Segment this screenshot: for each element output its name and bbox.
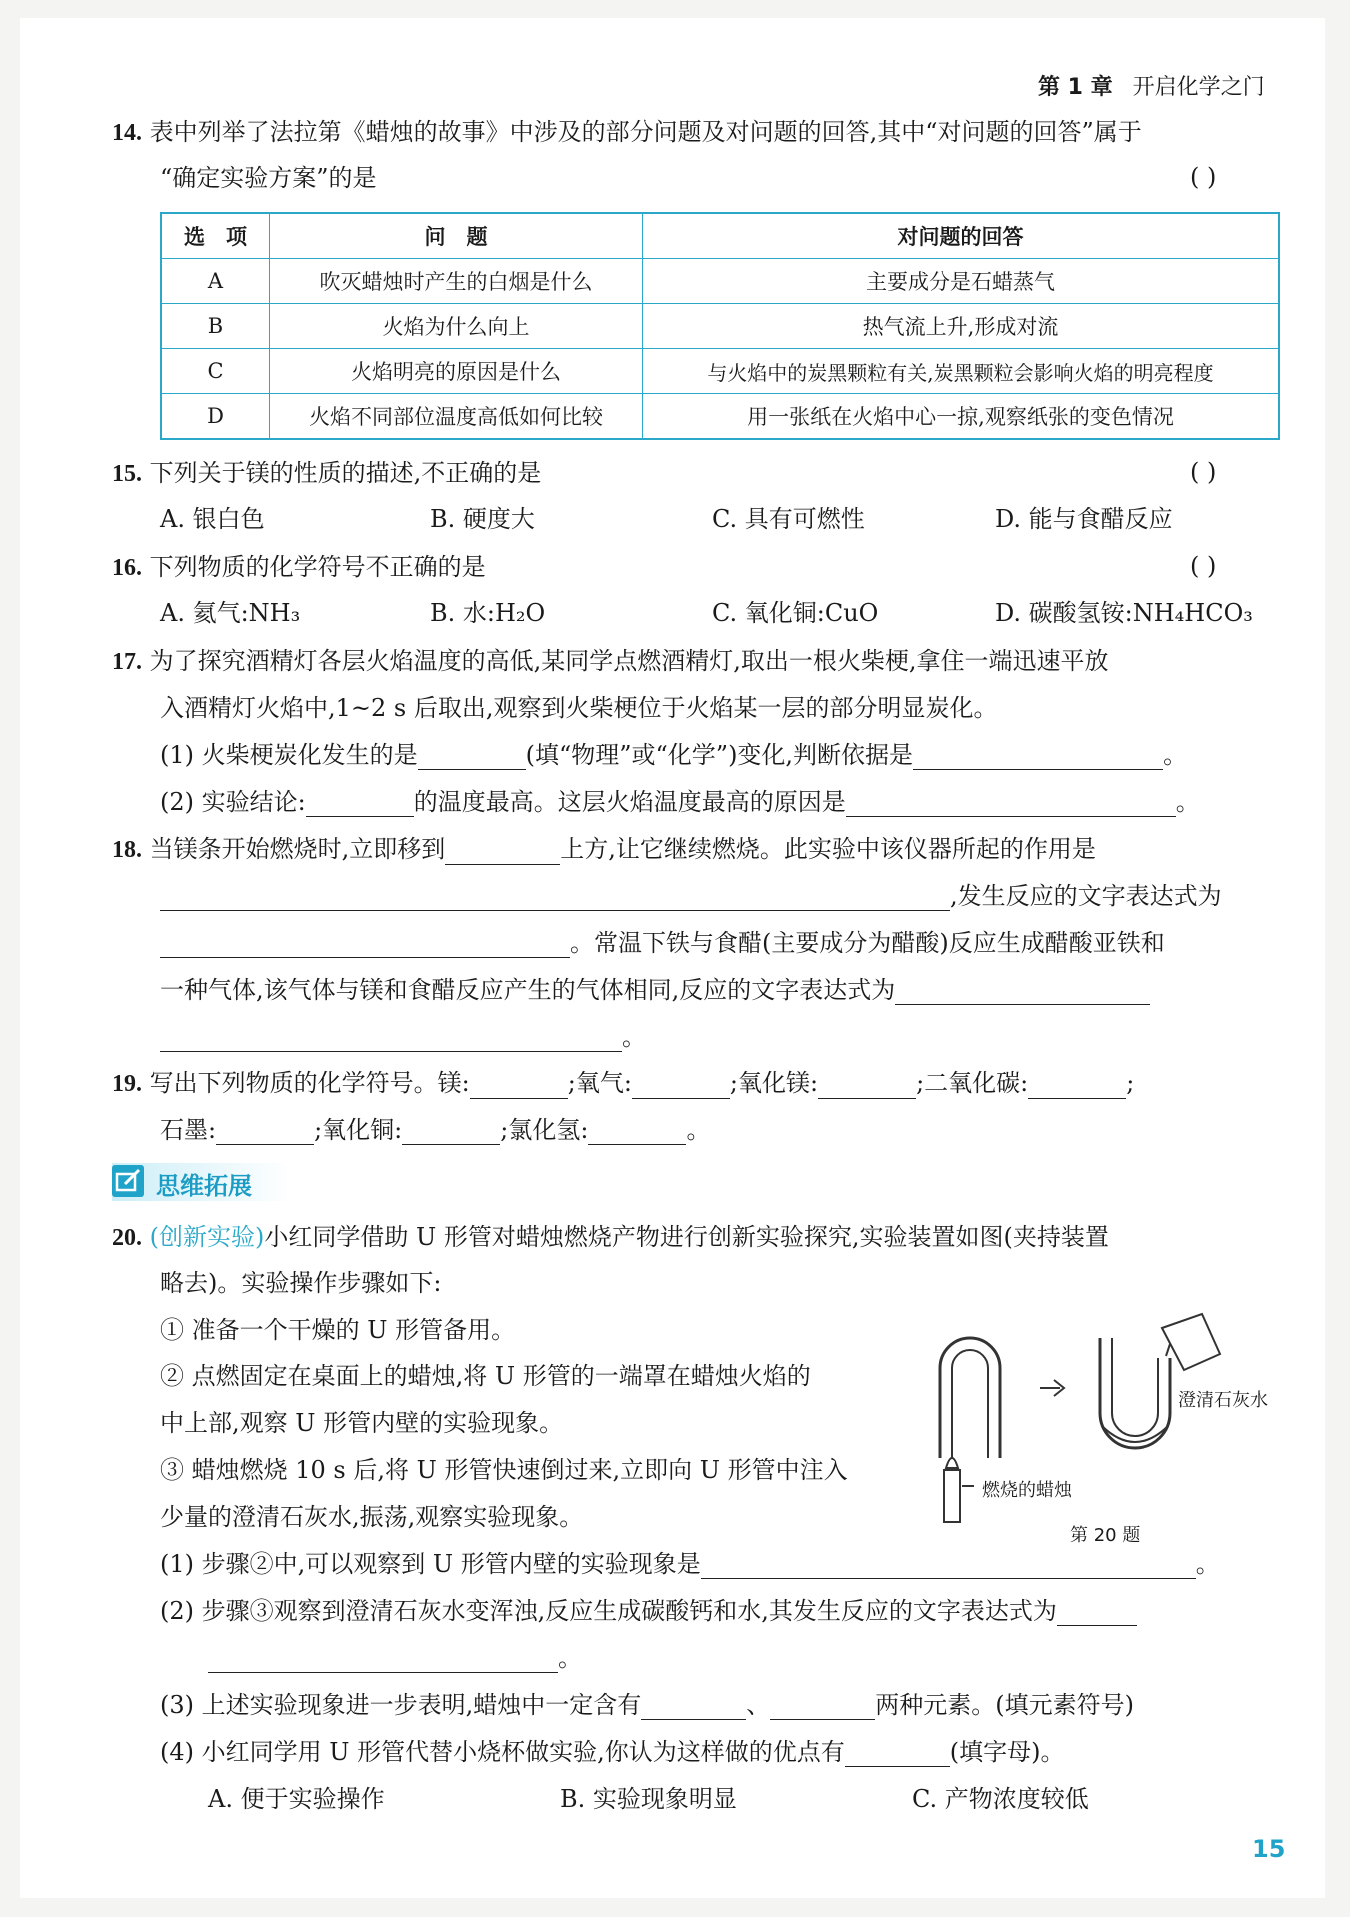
q20-part3	[160, 1690, 1134, 1720]
label-candle: 燃烧的蜡烛	[982, 1480, 1072, 1501]
q16-option-a: A. 氦气:NH₃	[160, 599, 301, 627]
table-row	[161, 259, 1279, 304]
cell-question: 火焰明亮的原因是什么	[270, 349, 643, 394]
q18-line2	[160, 881, 1222, 911]
q20-text-1: 小红同学借助 U 形管对蜡烛燃烧产物进行创新实验探究,实验装置如图(夹持装置	[264, 1223, 1109, 1251]
answer-blank[interactable]	[632, 1074, 730, 1099]
q19-text: ;氯化氢:	[500, 1116, 589, 1144]
q20-option-a: A. 便于实验操作	[208, 1785, 385, 1813]
q17-sub2-text-b: 的温度最高。这层火焰温度最高的原因是	[413, 788, 846, 816]
q18-text-5: 。	[622, 1023, 646, 1051]
q16-option-d: D. 碳酸氢铵:NH₄HCO₃	[995, 599, 1253, 627]
q16-stem	[112, 552, 486, 583]
q19-text: ;氧化铜:	[314, 1116, 403, 1144]
q20-part2-end: 。	[558, 1644, 582, 1672]
answer-blank[interactable]	[770, 1695, 875, 1720]
cell-question: 火焰为什么向上	[270, 304, 643, 349]
answer-blank[interactable]	[913, 745, 1163, 770]
q20-step3b: 少量的澄清石灰水,振荡,观察实验现象。	[160, 1503, 584, 1531]
q14-text1: 表中列举了法拉第《蜡烛的故事》中涉及的部分问题及对问题的回答,其中“对问题的回答”属于	[149, 118, 1142, 146]
q16-text: 下列物质的化学符号不正确的是	[149, 553, 486, 581]
q19-text: ;氧化镁:	[729, 1069, 819, 1097]
q20-step1: ① 准备一个干燥的 U 形管备用。	[160, 1316, 516, 1344]
q20-part4-text-a: (4) 小红同学用 U 形管代替小烧杯做实验,你认为这样做的优点有	[160, 1738, 845, 1766]
answer-blank[interactable]	[701, 1554, 1196, 1579]
q20-tag: (创新实验)	[149, 1223, 265, 1251]
q17-sub2-text-a: (2) 实验结论:	[160, 788, 306, 816]
q17-sub2-text-c: 。	[1175, 788, 1200, 816]
answer-blank[interactable]	[588, 1120, 686, 1145]
q18-line4	[160, 975, 1150, 1005]
q19-text: ;氧气:	[567, 1069, 632, 1097]
q17-sub2	[160, 787, 1200, 817]
q16-option-c: C. 氧化铜:CuO	[712, 599, 879, 627]
figure-caption: 第 20 题	[1070, 1525, 1141, 1546]
table-row	[161, 304, 1279, 349]
q14-table	[160, 212, 1280, 440]
cell-question: 火焰不同部位温度高低如何比较	[270, 394, 643, 440]
q14-number: 14.	[112, 120, 142, 146]
chapter-number: 第 1 章	[1038, 75, 1113, 100]
q17-sub1-text-a: (1) 火柴梗炭化发生的是	[160, 741, 418, 769]
q17-text2: 入酒精灯火焰中,1~2 s 后取出,观察到火柴梗位于火焰某一层的部分明显炭化。	[160, 694, 998, 722]
q19-line1	[112, 1068, 1134, 1099]
q19-text: 石墨:	[160, 1116, 217, 1144]
q18-text-2: ,发生反应的文字表达式为	[950, 882, 1222, 910]
q20-step2a: ② 点燃固定在桌面上的蜡烛,将 U 形管的一端罩在蜡烛火焰的	[160, 1362, 811, 1390]
cell-answer: 用一张纸在火焰中心一掠,观察纸张的变色情况	[643, 394, 1280, 440]
cell-option: B	[161, 304, 270, 349]
q18-line3	[160, 928, 1165, 958]
answer-blank[interactable]	[402, 1120, 500, 1145]
q20-part2-text: (2) 步骤③观察到澄清石灰水变浑浊,反应生成碳酸钙和水,其发生反应的文字表达式为	[160, 1597, 1057, 1625]
q19-text: 。	[686, 1116, 711, 1144]
q19-text: ;	[1126, 1069, 1135, 1097]
q18-text-1a: 当镁条开始燃烧时,立即移到	[149, 835, 446, 863]
q15-option-a: A. 银白色	[160, 505, 265, 533]
q19-text: ;二氧化碳:	[916, 1069, 1029, 1097]
answer-blank[interactable]	[160, 886, 950, 911]
cell-answer: 热气流上升,形成对流	[643, 304, 1280, 349]
q15-option-d: D. 能与食醋反应	[995, 505, 1173, 533]
chapter-title: 开启化学之门	[1132, 75, 1265, 100]
cell-question: 吹灭蜡烛时产生的白烟是什么	[270, 259, 643, 304]
q19-line2	[160, 1115, 710, 1145]
answer-blank[interactable]	[818, 1074, 916, 1099]
answer-blank[interactable]	[1057, 1601, 1137, 1626]
q20-number: 20.	[112, 1225, 142, 1251]
cell-option: D	[161, 394, 270, 440]
section-header	[112, 1163, 292, 1201]
q20-line1	[112, 1222, 1109, 1253]
q17-text1: 为了探究酒精灯各层火焰温度的高低,某同学点燃酒精灯,取出一根火柴梗,拿住一端迅速平放	[149, 647, 1109, 675]
header-option: 选 项	[161, 213, 270, 259]
q20-part2-cont	[208, 1643, 582, 1673]
header-question: 问 题	[270, 213, 643, 259]
q17-sub1	[160, 740, 1187, 770]
q20-part3-text-a: (3) 上述实验现象进一步表明,蜡烛中一定含有	[160, 1691, 642, 1719]
cell-option: A	[161, 259, 270, 304]
cell-answer: 与火焰中的炭黑颗粒有关,炭黑颗粒会影响火焰的明亮程度	[643, 349, 1280, 394]
q16-answer-paren: ( )	[1190, 552, 1217, 580]
answer-blank[interactable]	[846, 792, 1176, 817]
answer-blank[interactable]	[216, 1120, 314, 1145]
page-number: 15	[1252, 1835, 1286, 1863]
q19-text: 写出下列物质的化学符号。镁:	[149, 1069, 470, 1097]
table-header-row	[161, 213, 1279, 259]
q17-sub1-text-c: 。	[1163, 741, 1188, 769]
q20-step3a: ③ 蜡烛燃烧 10 s 后,将 U 形管快速倒过来,立即向 U 形管中注入	[160, 1456, 848, 1484]
table-row	[161, 349, 1279, 394]
q20-text-2: 略去)。实验操作步骤如下:	[160, 1269, 442, 1297]
q20-option-c: C. 产物浓度较低	[912, 1785, 1089, 1813]
q20-part2	[160, 1596, 1137, 1626]
q15-text: 下列关于镁的性质的描述,不正确的是	[149, 459, 542, 487]
answer-blank[interactable]	[208, 1648, 558, 1673]
q15-number: 15.	[112, 461, 142, 487]
q14-line1	[112, 117, 1142, 148]
answer-blank[interactable]	[160, 1027, 622, 1052]
chapter-header	[1038, 70, 1265, 101]
table-row	[161, 394, 1279, 440]
q20-step2b: 中上部,观察 U 形管内壁的实验现象。	[160, 1409, 564, 1437]
q20-option-b: B. 实验现象明显	[560, 1785, 737, 1813]
q15-stem	[112, 458, 541, 489]
q16-number: 16.	[112, 555, 142, 581]
q20-part1-end: 。	[1195, 1550, 1220, 1578]
q18-text-4: 一种气体,该气体与镁和食醋反应产生的气体相同,反应的文字表达式为	[160, 976, 896, 1004]
q15-answer-paren: ( )	[1190, 458, 1217, 486]
section-title: 思维拓展	[156, 1172, 252, 1200]
answer-blank[interactable]	[445, 840, 560, 865]
q20-part1-text: (1) 步骤②中,可以观察到 U 形管内壁的实验现象是	[160, 1550, 701, 1578]
answer-blank[interactable]	[895, 980, 1150, 1005]
answer-blank[interactable]	[306, 792, 414, 817]
q15-option-c: C. 具有可燃性	[712, 505, 865, 533]
answer-blank[interactable]	[1028, 1074, 1126, 1099]
q20-part4-text-b: (填字母)。	[949, 1738, 1065, 1766]
u-tube-figure	[930, 1308, 1290, 1546]
label-lime-water: 澄清石灰水	[1178, 1390, 1268, 1411]
answer-blank[interactable]	[160, 933, 570, 958]
answer-blank[interactable]	[418, 745, 526, 770]
q17-number: 17.	[112, 649, 142, 675]
q18-text-1b: 上方,让它继续燃烧。此实验中该仪器所起的作用是	[560, 835, 1096, 863]
q15-option-b: B. 硬度大	[430, 505, 535, 533]
answer-blank[interactable]	[641, 1695, 746, 1720]
q20-part3-text-c: 两种元素。(填元素符号)	[875, 1691, 1134, 1719]
q20-part1	[160, 1549, 1220, 1579]
q18-number: 18.	[112, 837, 142, 863]
q20-part4	[160, 1737, 1064, 1767]
q14-text2: “确定实验方案”的是	[160, 164, 377, 192]
q19-number: 19.	[112, 1071, 142, 1097]
cell-option: C	[161, 349, 270, 394]
answer-blank[interactable]	[470, 1074, 568, 1099]
q18-line1	[112, 834, 1096, 865]
pencil-icon	[112, 1165, 144, 1197]
cell-answer: 主要成分是石蜡蒸气	[643, 259, 1280, 304]
q14-answer-paren: ( )	[1190, 163, 1217, 191]
q20-part3-text-b: 、	[746, 1691, 771, 1719]
answer-blank[interactable]	[845, 1742, 950, 1767]
header-answer: 对问题的回答	[643, 213, 1280, 259]
q18-line5	[160, 1022, 646, 1052]
q16-option-b: B. 水:H₂O	[430, 599, 546, 627]
q18-text-3: 。常温下铁与食醋(主要成分为醋酸)反应生成醋酸亚铁和	[570, 929, 1165, 957]
q17-line1	[112, 646, 1109, 677]
q17-sub1-text-b: (填“物理”或“化学”)变化,判断依据是	[525, 741, 914, 769]
